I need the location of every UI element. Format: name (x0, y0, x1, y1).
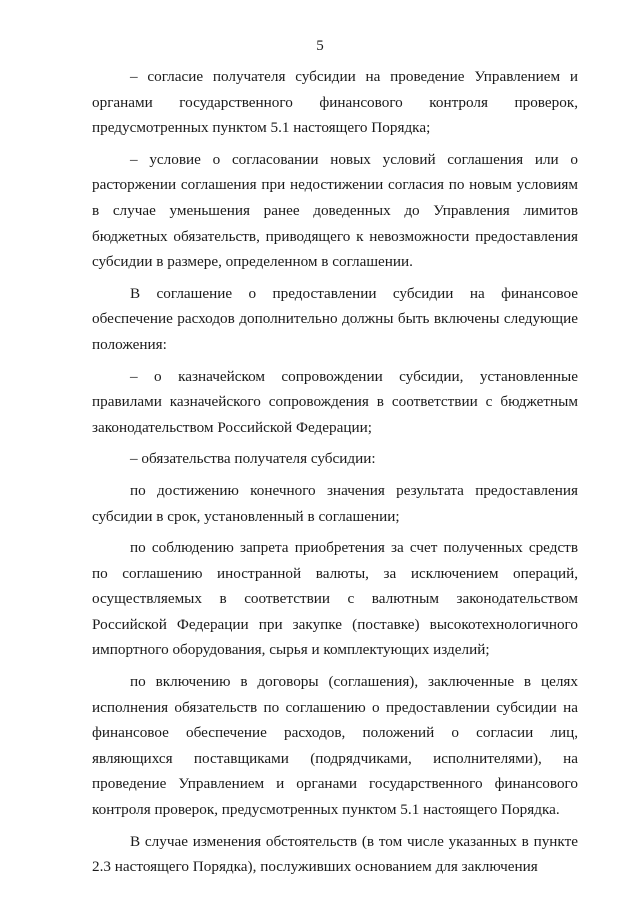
paragraph: В соглашение о предоставлении субсидии на финансовое обеспечение расходов дополнительно должны быть включены следующие положения: (92, 284, 578, 353)
page-number: 5 (316, 38, 324, 54)
paragraph: по включению в договоры (соглашения), заключенные в целях исполнения обязательств по соглашению о предоставлении субсидии на финансовое обеспечение расходов, положений о согласии лиц, являющихся поставщиками (подрядчиками, исполнителями), на проведение Управлением и органами государственного финансового контроля проверок, предусмотренных пунктом 5.1 настоящего Порядка. (92, 673, 578, 819)
paragraph: по соблюдению запрета приобретения за счет полученных средств по соглашению иностранной валюты, за исключением операций, осуществляемых в соответствии с валютным законодательством Российской Федерации при закупке (поставке) высокотехнологичного импортного оборудования, сырья и комплектующих изделий; (92, 539, 578, 659)
paragraph: по достижению конечного значения результата предоставления субсидии в срок, установленный в соглашении; (92, 481, 578, 525)
paragraph: – обязательства получателя субсидии: (130, 450, 376, 468)
paragraph: – согласие получателя субсидии на проведение Управлением и органами государственного финансового контроля проверок, предусмотренных пунктом 5.1 настоящего Порядка; (92, 68, 578, 137)
paragraph: – условие о согласовании новых условий соглашения или о расторжении соглашения при недостижении согласия по новым условиям в случае уменьшения ранее доведенных до Управления лимитов бюджетных обязательств, приводящего к невозможности предоставления субсидии в размере, определенном в соглашении. (92, 150, 578, 271)
paragraph: – о казначейском сопровождении субсидии, установленные правилами казначейского сопровождения в соответствии с бюджетным законодательством Российской Федерации; (92, 367, 578, 436)
paragraph: В случае изменения обстоятельств (в том числе указанных в пункте 2.3 настоящего Порядка), послуживших основанием для заключения (92, 832, 578, 876)
document-body (92, 64, 578, 880)
